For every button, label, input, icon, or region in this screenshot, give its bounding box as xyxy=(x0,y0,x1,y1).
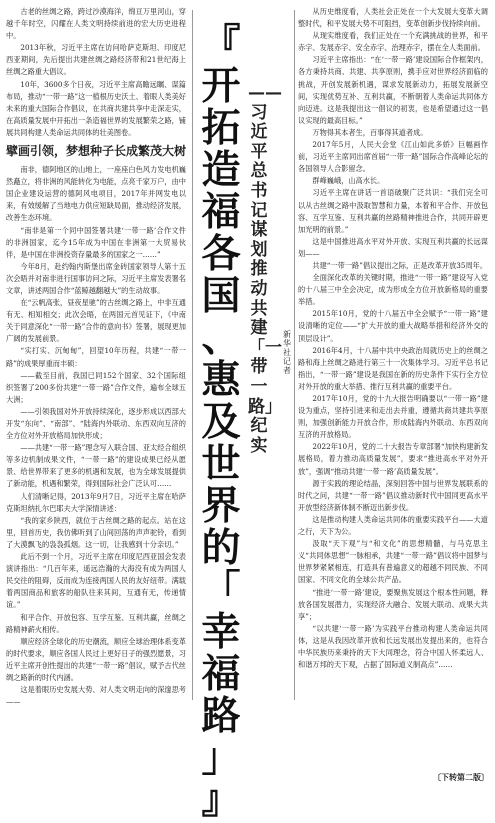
article-paragraph: 习近平主席指出：“在‘一带一路’建设国际合作框架内，各方秉持共商、共建、共享原则，携手应对世界经济面临的挑战，开创发展新机遇，谋求发展新动力，拓展发展新空间，实现优势互补、互利共赢，不断朝着人类命运共同体方向迈进。这是我提出这一倡议的初衷，也是希望通过这一倡议实现的最高目标。” xyxy=(298,55,488,125)
headline-char: 的 xyxy=(201,526,241,571)
article-paragraph: 万物得其本者生，百事得其道者成。 xyxy=(312,127,428,137)
article-paragraph: 从历史维度看，人类社会正处在一个大发展大变革大调整时代，和平发展大势不可阻挡，变革创新步伐持续向前。 xyxy=(298,7,488,29)
article-paragraph: 顺应经济全球化的历史潮流，顺应全球治理体系变革的时代要求，顺应各国人民过上更好日子的强烈愿景，习近平主席开创性提出的共建“一带一路”倡议，赋予古代丝绸之路新的时代内涵。 xyxy=(6,636,186,682)
headline-char: 造 xyxy=(201,148,241,193)
article-paragraph: 此后不到一个月，习近平主席在印度尼西亚国会发表演讲指出：“几百年来，遥远浩瀚的大海没有成为两国人民交往的阻碍，反而成为连接两国人民的友好纽带。满载着两国商品和旅客的船队往来其间，互通有无，传递情谊。” xyxy=(6,552,186,610)
sub-headline: ——习近平总书记谋划推动共建「一带一路」纪实 xyxy=(248,83,282,456)
article-paragraph: 汲取“天下观”与“和文化”的思想精髓，与马克思主义“共同体思想”一脉相承，共建“一带一路”倡议将中国梦与世界梦紧紧相连，打造具有普遍意义的超越不同民族、不同国家、不同文化的全球公共产品。 xyxy=(298,539,488,585)
article-paragraph: 古老的丝绸之路，跨过沙漠海洋，绵亘万里河山，穿越千年时空，闪耀在人类文明持续前进的宏大历史进程中。 xyxy=(6,7,186,41)
headline-char: 国 xyxy=(201,274,241,319)
article-paragraph: 群峰巍峨，山高水长。 xyxy=(312,176,385,186)
article-paragraph: 南非，德阿地区的山地上，一座座白色风力发电机巍然矗立，将非洲的风能转化为电能，点亮千家万户，由中国企业建设运营的德阿风电项目，2017年并网发电以来，有效缓解了当地电力供应短缺局面，推动经济发展，改善生态环境。 xyxy=(6,165,186,223)
headline-char: 』 xyxy=(201,778,241,823)
article-paragraph: 人们清晰记得，2013年9月7日，习近平主席在哈萨克斯坦纳扎尔巴耶夫大学深情讲述： xyxy=(6,491,186,513)
right-text-column xyxy=(298,6,488,671)
article-paragraph: 和平合作、开放包容、互学互鉴、互利共赢，丝绸之路精神薪火相传。 xyxy=(6,612,186,634)
continued-on-page-2: 〔下转第二版〕 xyxy=(433,773,489,782)
intro-paragraphs xyxy=(6,6,186,139)
headline-char: 及 xyxy=(201,400,241,445)
article-paragraph: 在“云帆高张，昼夜星驰”的古丝绸之路上，中非互通有无、相知相交；此次会晤，在两国元首见证下，《中南关于同意深化“一带一路”合作的意向书》签署，展现更加广阔的发展前景。 xyxy=(6,298,186,344)
headline-char: 『 xyxy=(201,22,241,67)
headline xyxy=(200,24,242,822)
article-paragraph: 源于实践的理论结晶，深刻回答中国与世界发展联系的时代之问，共建“一带一路”倡议推动新时代中国同更高水平开放型经济新体制不断迈出新步伐。 xyxy=(298,478,488,512)
article-paragraph: 10年，3600多个日夜，习近平主席高瞻远瞩、谋篇布局，推动“一带一路”这一植根历史沃土、着眼人类美好未来的重大国际合作倡议，在共商共建共享中走深走实，在高质量发展中开拓出一条造福世界的发展繁荣之路，铺展共同构建人类命运共同体的壮美图卷。 xyxy=(6,79,186,137)
headline-char: 世 xyxy=(201,442,241,487)
headline-char: 开 xyxy=(201,64,241,109)
article-paragraph: 这是着眼历史发展大势、对人类文明走向的深邃思考—— xyxy=(6,685,186,707)
headline-char: 福 xyxy=(201,652,241,697)
article-paragraph: “推进‘一带一路’建设，要聚焦发展这个根本性问题，释放各国发展潜力，实现经济大融合、发展大联动、成果大共享”； xyxy=(298,587,488,621)
headline-char: 幸 xyxy=(201,610,241,655)
headline-char: 福 xyxy=(201,190,241,235)
left-text-column xyxy=(6,6,186,708)
article-paragraph: 全面深化改革的关键时期，推进“一带一路”建设写入党的十八届三中全会决定，成为形成全方位开放新格局的重要举措。 xyxy=(298,273,488,307)
article-paragraph: 2013年秋，习近平主席在访问哈萨克斯坦、印度尼西亚期间，先后提出共建丝绸之路经济带和21世纪海上丝绸之路重大倡议。 xyxy=(6,43,186,77)
article-paragraph: 习近平主席在讲话一首语破聚广泛共识：“我们完全可以从古丝绸之路中汲取智慧和力量，本着和平合作、开放包容、互学互鉴、互利共赢的丝路精神推进合作，共同开辟更加光明的前景。” xyxy=(298,188,488,234)
article-paragraph: 共建“一带一路”倡议提出之际，正是改革开放35周年。 xyxy=(312,260,488,270)
byline: 新华社记者 xyxy=(283,330,291,375)
body-paragraphs-left xyxy=(6,164,186,708)
article-paragraph: “南非是第一个同中国签署共建‘一带一路’合作文件的非洲国家，迄今15年成为中国在非洲第一大贸易伙伴，是中国在非洲投资存量最多的国家之一……” xyxy=(6,225,186,259)
article-paragraph: 2022年10月，党的二十大报告专章部署“加快构建新发展格局，着力推动高质量发展”，要求“推进高水平对外开放”，强调“推动共建‘一带一路’高质量发展”。 xyxy=(298,442,488,476)
article-paragraph: 这是推动构建人类命运共同体的重要实践平台——大道之行，天下为公。 xyxy=(298,514,488,537)
section-heading: 擘画引领，梦想种子长成繁茂大树 xyxy=(6,144,187,159)
article-paragraph: 这是中国推进高水平对外开放、实现互利共赢的长远谋划—— xyxy=(298,236,488,258)
headline-char: 拓 xyxy=(201,106,241,151)
article-paragraph: 从现实维度看，我们正处在一个充满挑战的世界，和平赤字、发展赤字、安全赤字、治理赤字，摆在全人类面前。 xyxy=(298,31,488,53)
body-paragraphs-right xyxy=(298,6,488,671)
headline-char: 「 xyxy=(201,568,241,613)
headline-char: 界 xyxy=(201,484,241,529)
article-paragraph: 2015年10月，党的十八届五中全会赋予“一带一路”建设清晰的定位——“扩大开放的重大战略举措和经济外交的顶层设计”。 xyxy=(298,309,488,343)
article-paragraph: 2016年4月，十八届中共中央政治局就历史上的丝绸之路和海上丝绸之路进行第三十一次集体学习。习近平总书记指出，“一带一路”建设是我国在新的历史条件下实行全方位对外开放的重大举措、推行互利共赢的重要平台。 xyxy=(298,345,488,391)
article-paragraph: ——截至目前，我国已同152个国家、32个国际组织签署了200多份共建“一带一路”合作文件，遍布全球五大洲； xyxy=(6,370,186,404)
headline-char: 、 xyxy=(201,316,241,361)
article-paragraph: ——共建“一带一路”理念写入联合国、亚太经合组织等多边机制成果文件，“一带一路”的建设成果已经从愿景、给世界带来了更多的机遇和发展，也为全球发展提供了新动能，机遇和繁荣，得到国际社会广泛认可…… xyxy=(6,443,186,489)
column-divider-right xyxy=(294,10,295,700)
headline-char: 」 xyxy=(201,736,241,781)
article-paragraph: 2017年10月，党的十九大报告明确要以“一带一路”建设为重点，坚持引进来和走出去并重，遵循共商共建共享原则，加强创新能力开放合作，形成陆海内外联动、东西双向互济的开放格局。 xyxy=(298,394,488,440)
article-paragraph: “实打实、沉甸甸”，回望10年历程，共建“一带一路”的成果厚重而丰硕： xyxy=(6,346,186,368)
article-paragraph: “我的家乡陕西，就位于古丝绸之路的起点。站在这里，回首历史，我仿佛听到了山间回荡的声声驼铃，看到了大漠飘飞的袅袅孤烟。这一切，让我感到十分亲切。” xyxy=(6,515,186,549)
headline-char: 路 xyxy=(201,694,241,739)
column-divider-left xyxy=(192,10,193,700)
article-paragraph: 今年8月，赴约翰内斯堡出席金砖国家领导人第十五次会晤并对南非进行国事访问之际，习近平主席发表署名文章，讲述两国合作“蓝鲸越翻越大”的生动故事。 xyxy=(6,261,186,295)
headline-char: 各 xyxy=(201,232,241,277)
article-paragraph: 2017年5月，人民大会堂《江山如此多娇》巨幅画作前，习近平主席同出席首届“一带一路”国际合作高峰论坛的各国领导人合影留念。 xyxy=(298,140,488,174)
article-paragraph: ——引领我国对外开放持续深化，逐步形成以西部大开发“东向”、“南部”、“陆海内外联动、东西双向互济的全方位对外开放格局加快形成； xyxy=(6,406,186,441)
article-paragraph: “以共建‘一带一路’为实践平台推动构建人类命运共同体，这是从我因改革开放和长远发展出发提出来的，也符合中华民族历来秉持的天下大同理念，符合中国人怀柔远人、和谐万邦的天下观，占据了国际道义制高点”…… xyxy=(298,623,488,670)
headline-char: 惠 xyxy=(201,358,241,403)
